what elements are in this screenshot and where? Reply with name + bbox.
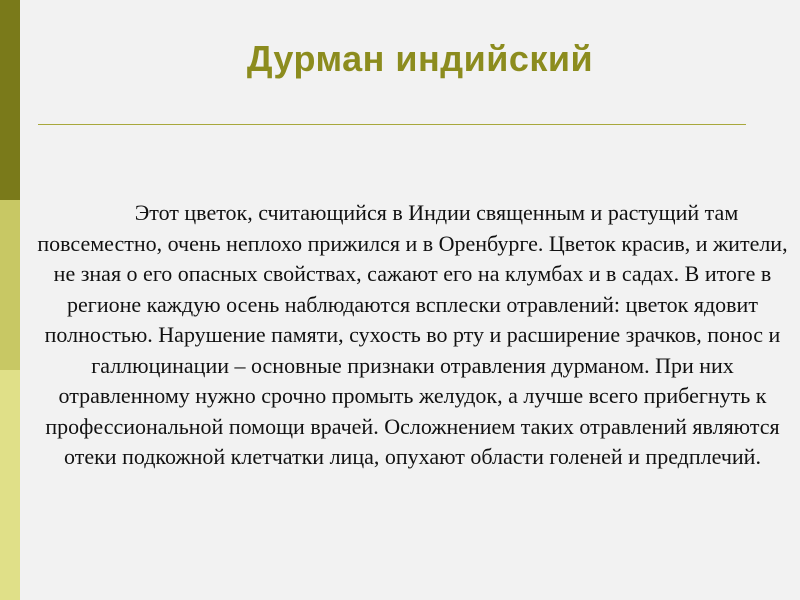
slide-body-text: Этот цветок, считающийся в Индии священным и растущий там повсеместно, очень неплохо прижился и в Оренбурге. Цветок красив, и жители, не зная о его опасных свойствах, сажают его на клумбах и в садах. В итоге в регионе каждую осень наблюдаются всплески отравлений: цветок ядовит полностью. Нарушение памяти, сухость во рту и расширение зрачков, понос и галлюцинации – основные признаки отравления дурманом. При них отравленному нужно срочно промыть желудок, а лучше всего прибегнуть к профессиональной помощи врачей. Осложнением таких отравлений являются отеки подкожной клетчатки лица, опухают области голеней и предплечий. <box>37 200 788 469</box>
slide-title: Дурман индийский <box>246 38 594 79</box>
slide-body-paragraph <box>30 198 795 473</box>
sidebar-segment-mid <box>0 200 20 370</box>
sidebar-segment-dark <box>0 0 20 200</box>
title-divider <box>38 124 746 125</box>
decorative-sidebar-bar <box>0 0 20 600</box>
sidebar-segment-light <box>0 370 20 600</box>
